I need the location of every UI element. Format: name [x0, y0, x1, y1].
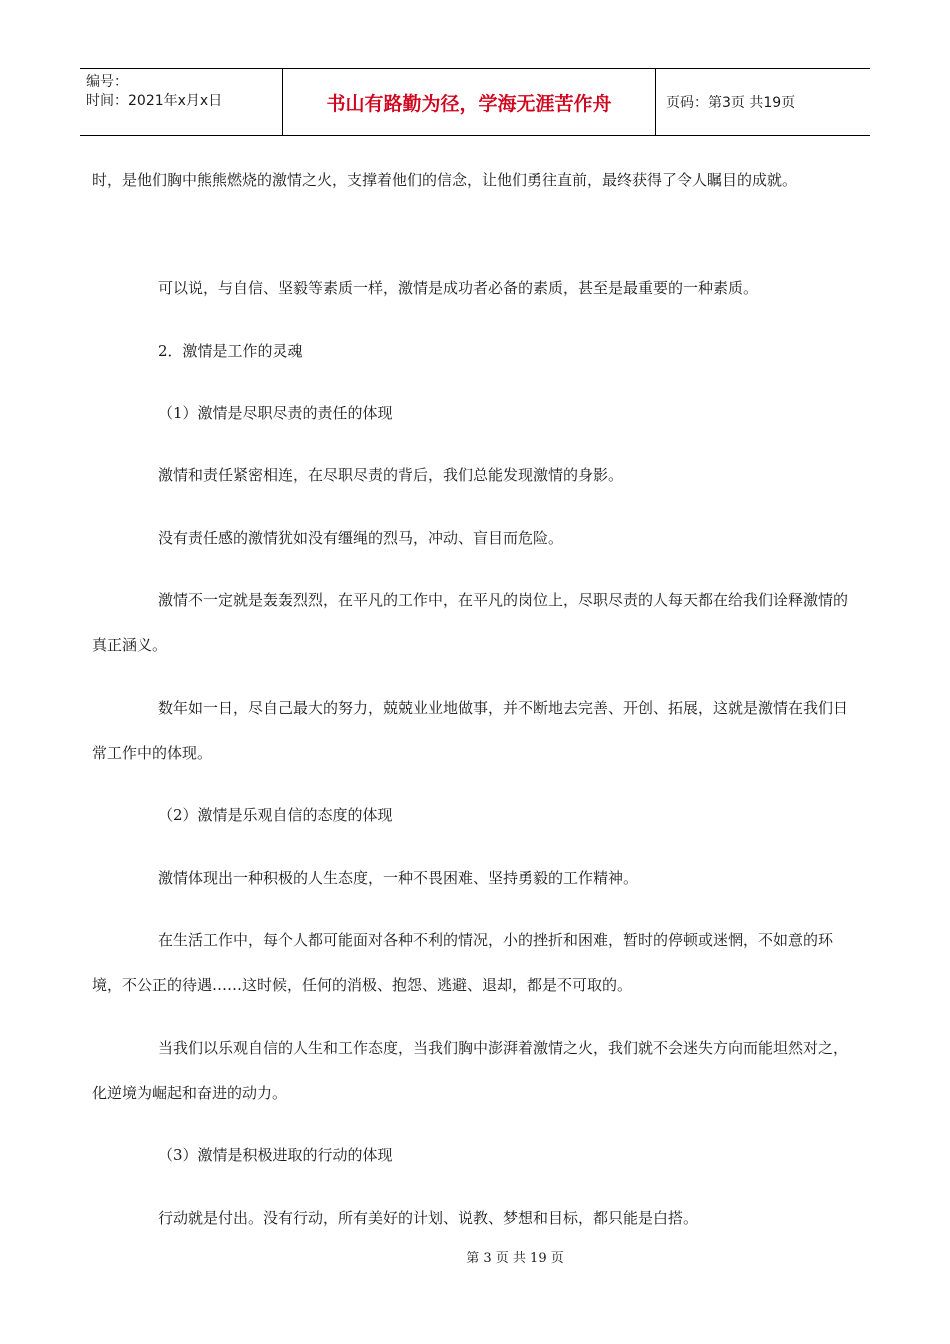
paragraph-8: 数年如一日，尽自己最大的努力，兢兢业业地做事，并不断地去完善、开创、拓展，这就是激情在我们日常工作中的体现。 [92, 699, 849, 762]
paragraph-7: 激情不一定就是轰轰烈烈，在平凡的工作中，在平凡的岗位上，尽职尽责的人每天都在给我们诠释激情的真正涵义。 [92, 591, 849, 654]
header-motto: 书山有路勤为径，学海无涯苦作舟 [282, 69, 656, 135]
paragraph-11: 在生活工作中，每个人都可能面对各种不利的情况，小的挫折和困难，暂时的停顿或迷惘，不如意的环境，不公正的待遇……这时候，任何的消极、抱怨、逃避、退却，都是不可取的。 [92, 931, 834, 994]
paragraph-2: 可以说，与自信、坚毅等素质一样，激情是成功者必备的素质，甚至是最重要的一种素质。 [158, 279, 759, 297]
header-meta [80, 69, 282, 135]
paragraph-1: 时，是他们胸中熊熊燃烧的激情之火，支撑着他们的信念，让他们勇往直前，最终获得了令人瞩目的成就。 [92, 171, 798, 189]
subheading-1: （1）激情是尽职尽责的责任的体现 [158, 404, 393, 422]
subheading-2: （2）激情是乐观自信的态度的体现 [158, 806, 393, 824]
time-label: 时间：2021年x月x日 [86, 93, 223, 109]
paragraph-5: 激情和责任紧密相连，在尽职尽责的背后，我们总能发现激情的身影。 [158, 466, 624, 484]
page-header [80, 68, 870, 136]
paragraph-14: 行动就是付出。没有行动，所有美好的计划、说教、梦想和目标，都只能是白搭。 [158, 1209, 699, 1227]
paragraph-12: 当我们以乐观自信的人生和工作态度，当我们胸中澎湃着激情之火，我们就不会迷失方向而能坦然对之，化逆境为崛起和奋进的动力。 [92, 1039, 849, 1102]
subheading-3: （3）激情是积极进取的行动的体现 [158, 1146, 393, 1164]
paragraph-6: 没有责任感的激情犹如没有缰绳的烈马，冲动、盲目而危险。 [158, 529, 564, 547]
section-heading-2: 2．激情是工作的灵魂 [158, 342, 303, 360]
paragraph-10: 激情体现出一种积极的人生态度，一种不畏困难、坚持勇毅的工作精神。 [158, 869, 639, 887]
number-label: 编号： [86, 74, 128, 90]
page-footer: 第 3 页 共 19 页 [466, 1251, 564, 1266]
header-page-code: 页码：第3页 共19页 [666, 95, 796, 111]
